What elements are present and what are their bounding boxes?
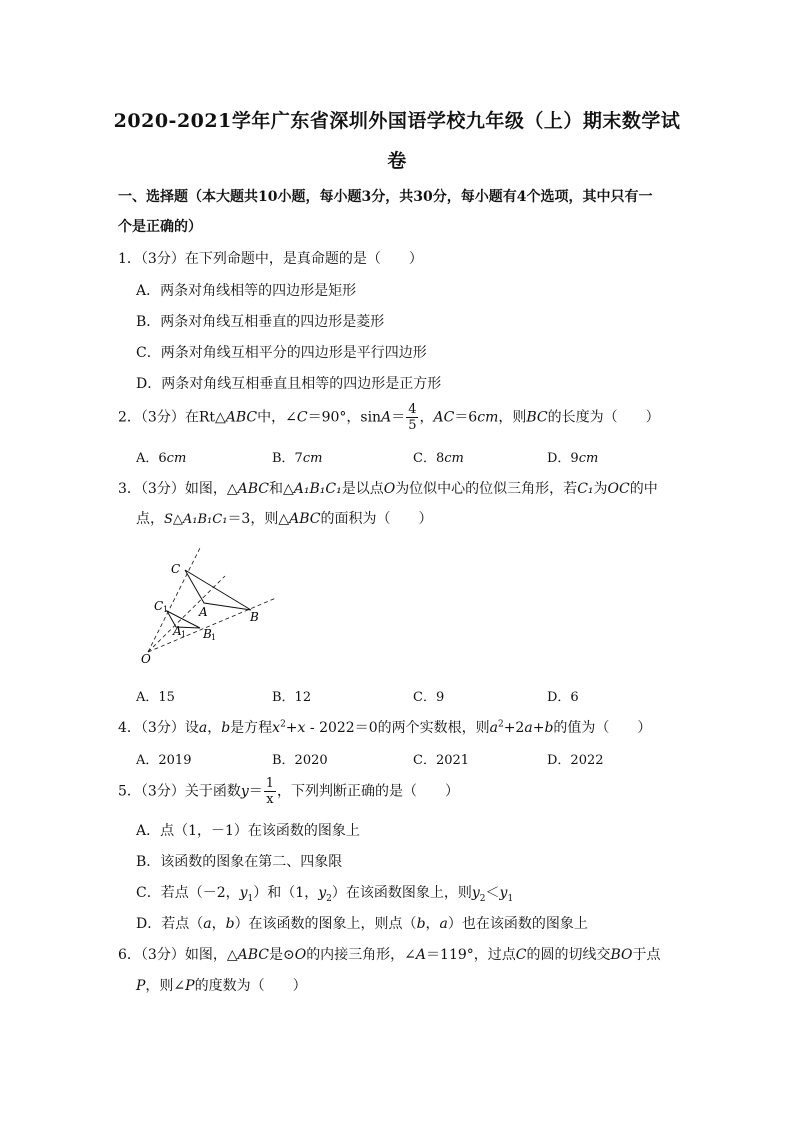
label-a1-sub: 1: [181, 630, 187, 639]
label-a1: A: [173, 624, 182, 638]
q3-option-a: A．15: [136, 690, 175, 705]
triangle-abc: [185, 570, 251, 610]
q4-option-a: A．2019: [136, 753, 192, 768]
section-heading-line2: 个是正确的）: [118, 219, 202, 235]
page-title-line1: 2020-2021学年广东省深圳外国语学校九年级（上）期末数学试: [113, 110, 681, 132]
q1-option-a: A．两条对角线相等的四边形是矩形: [136, 283, 357, 299]
q4-option-c: C．2021: [413, 753, 470, 768]
triangle-a1b1c1: [167, 611, 200, 628]
q1-option-c: C．两条对角线互相平分的四边形是平行四边形: [136, 345, 427, 361]
q1-option-d: D．两条对角线互相垂直且相等的四边形是正方形: [136, 376, 442, 392]
label-a: A: [199, 605, 208, 619]
label-b: B: [250, 610, 259, 624]
q3-option-d: D．6: [547, 690, 579, 705]
q4-stem: 4．（3分）设a，b是方程$x^2+x - 2022=0$的两个实数根，则$a^2+2a+b$的值为（ ）: [118, 719, 652, 736]
q3-stem-line2: 点，S△A₁B₁C₁＝3，则△ABC的面积为（ ）: [136, 511, 433, 527]
section-heading-line1: 一、选择题（本大题共10小题，每小题3分，共30分，每小题有4个选项，其中只有一: [118, 189, 653, 205]
q5-option-b: B．该函数的图象在第二、四象限: [136, 854, 343, 870]
label-c1-sub: 1: [163, 605, 169, 614]
q6-stem-line1: 6．（3分）如图，△ABC是⊙O的内接三角形，∠A＝119°，过点C的圆的切线交BO于点: [118, 947, 661, 963]
q3-stem-line1: 3．（3分）如图，△ABC和△A₁B₁C₁是以点O为位似中心的位似三角形，若C₁为OC的中: [118, 481, 658, 497]
label-b1: B: [203, 627, 212, 641]
label-c1: C: [154, 599, 164, 613]
q4-option-b: B．2020: [272, 753, 328, 768]
label-b1-sub: 1: [211, 633, 217, 642]
q2-option-a: A．6cm: [136, 451, 187, 466]
q5-option-c: C．若点（－2，$y_1$）和（1，$y_2$）在该函数图象上，则$y_2<y_1$: [136, 885, 514, 904]
label-c: C: [171, 562, 181, 576]
q3-option-c: C．9: [413, 690, 445, 705]
q1-stem: 1．（3分）在下列命题中，是真命题的是（ ）: [118, 251, 423, 267]
q3-figure: [130, 540, 290, 675]
q2-stem: 2．（3分）在Rt△ABC中，∠C＝90°，sinA＝ $\frac{4}{5}$ ，AC＝6cm，则BC的长度为（ ）: [118, 402, 660, 433]
q2-fraction: $\frac{4}{5}$: [408, 402, 417, 433]
q2-option-c: C．8cm: [413, 451, 464, 466]
q2-option-b: B．7cm: [272, 451, 323, 466]
q4-option-d: D．2022: [547, 753, 604, 768]
q6-stem-line2: P，则∠P的度数为（ ）: [136, 978, 307, 994]
page-title-line2: 卷: [387, 150, 407, 172]
label-o: O: [141, 652, 151, 666]
q2-option-d: D．9cm: [547, 451, 599, 466]
q5-option-a: A．点（1，－1）在该函数的图象上: [136, 823, 360, 839]
q1-option-b: B．两条对角线互相垂直的四边形是菱形: [136, 314, 385, 330]
q5-stem: 5．（3分）关于函数y＝ $\frac{1}{x}$ ，下列判断正确的是（ ）: [118, 776, 460, 807]
q5-option-d: D．若点（a，b）在该函数的图象上，则点（b，a）也在该函数的图象上: [136, 916, 588, 932]
q5-fraction: $\frac{1}{x}$: [265, 776, 275, 807]
q3-option-b: B．12: [272, 690, 312, 705]
